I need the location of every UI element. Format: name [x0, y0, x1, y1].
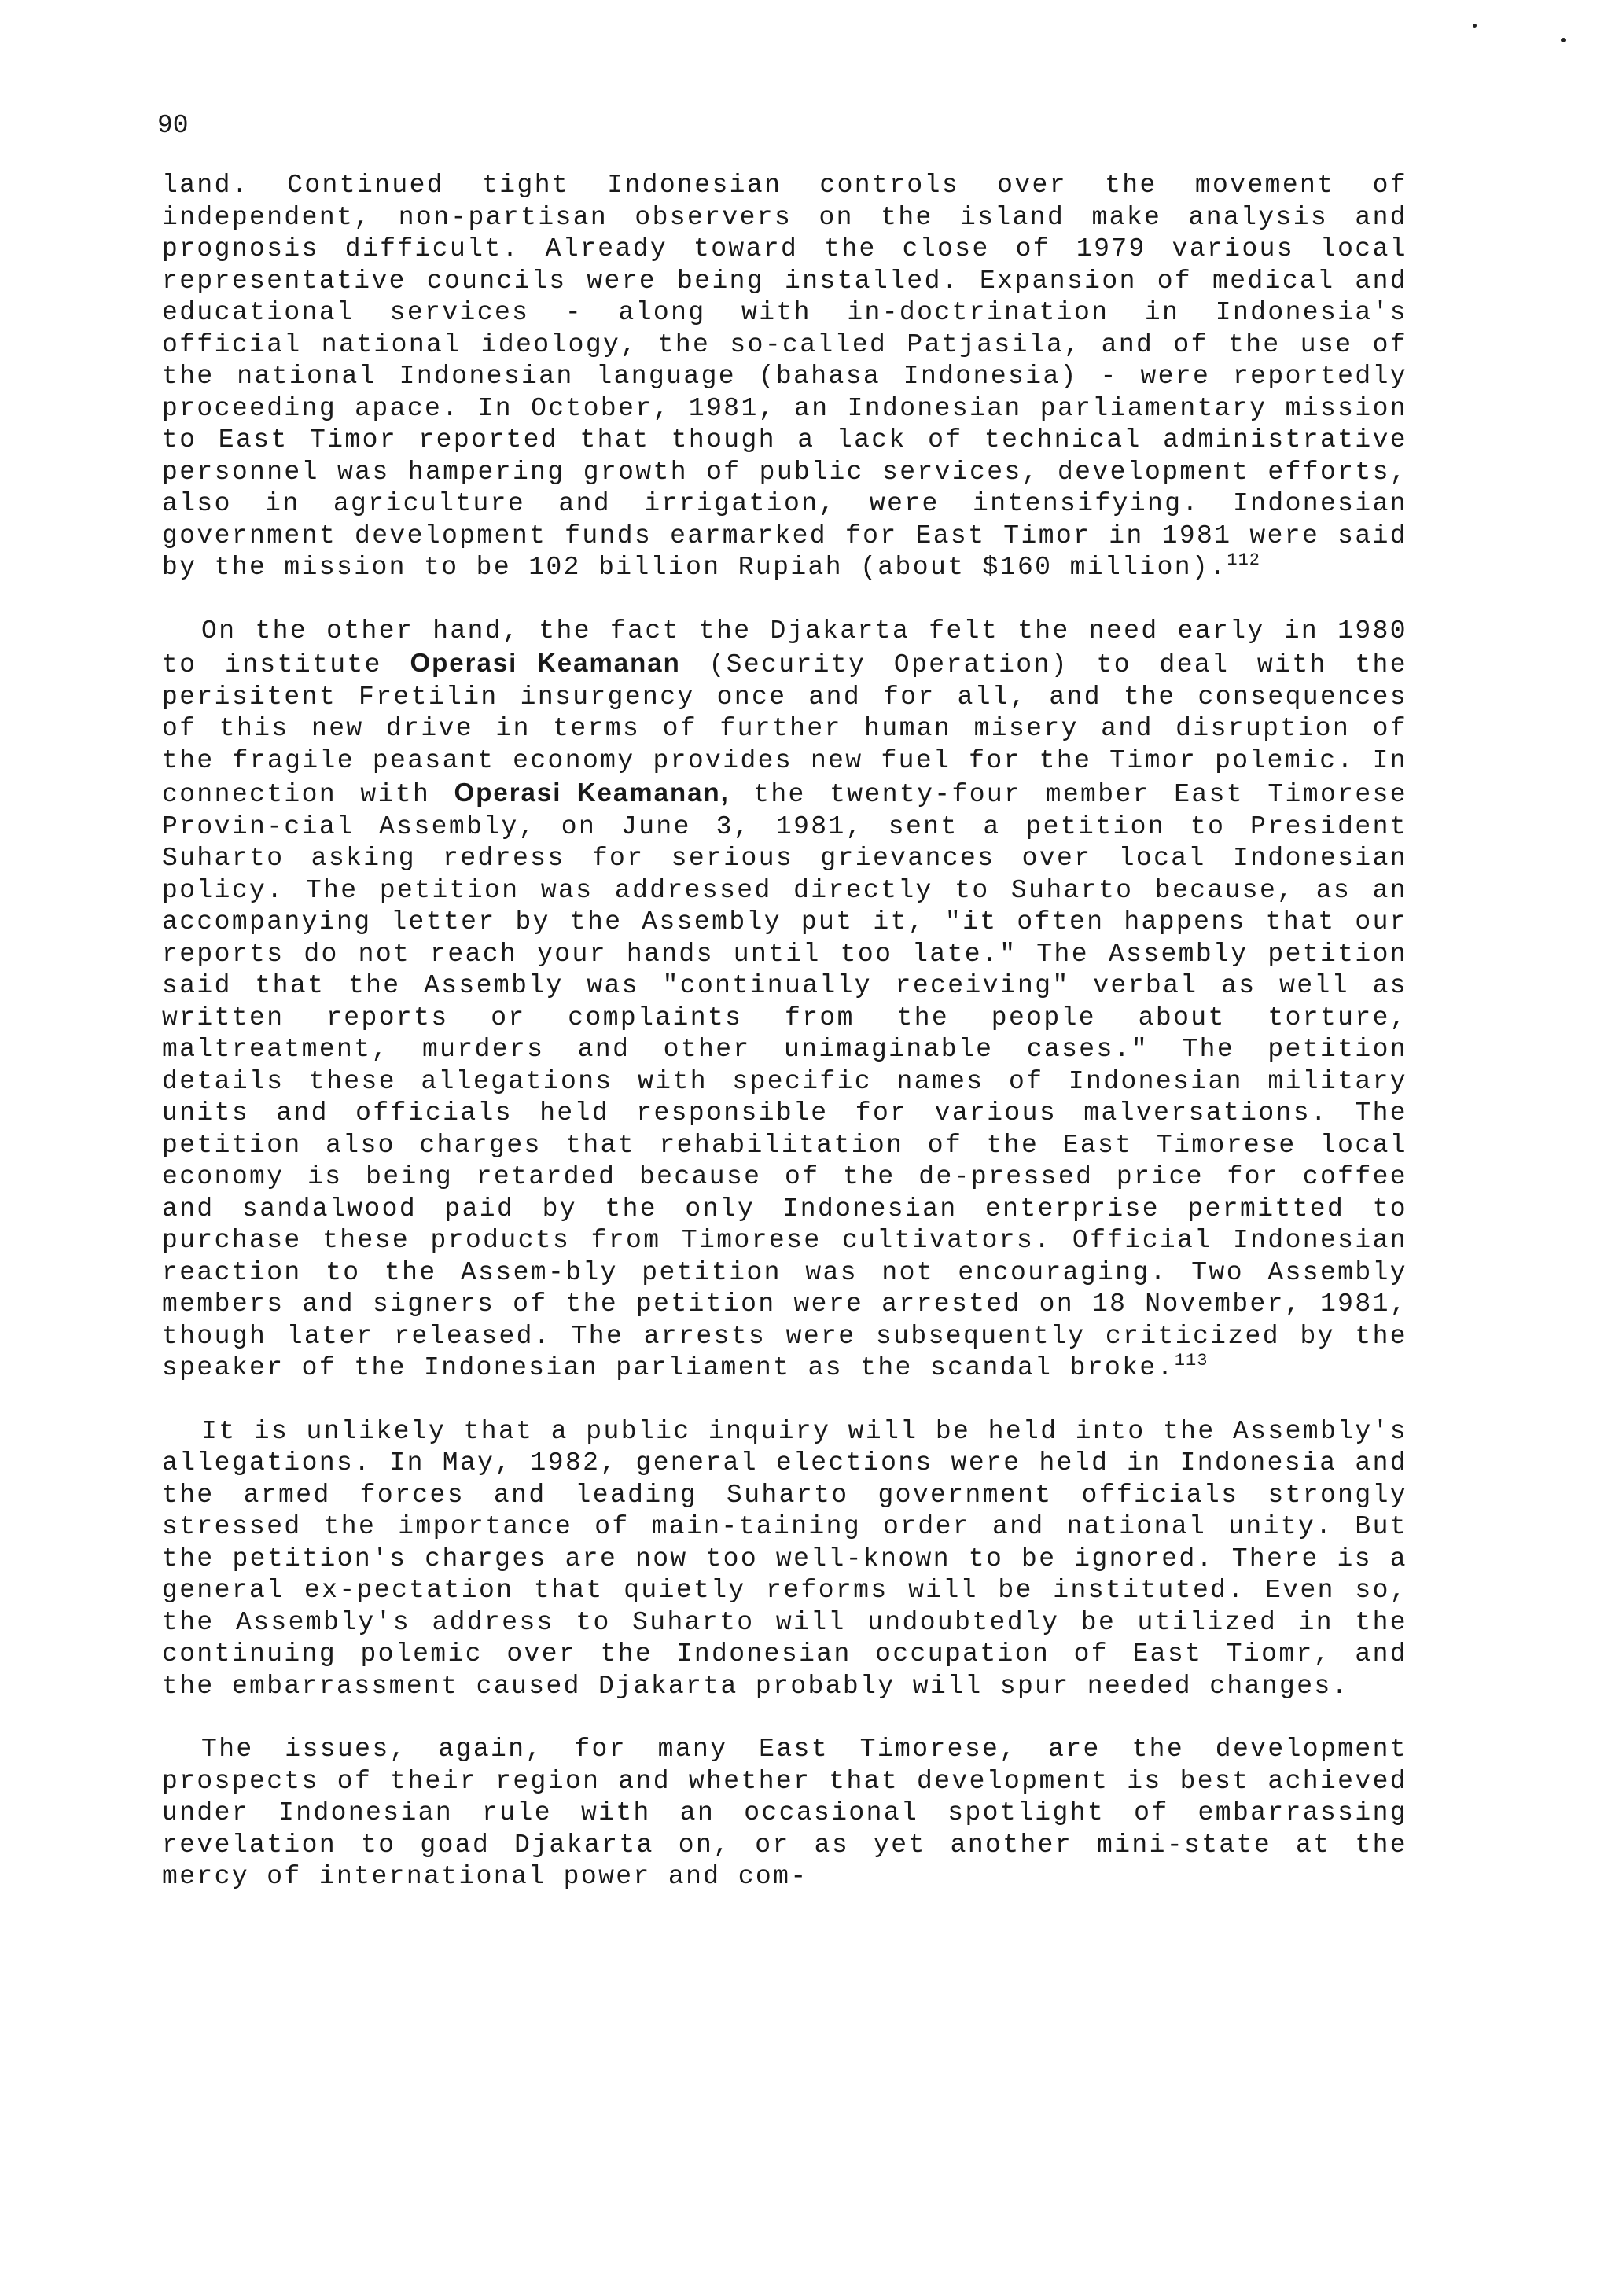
- paragraph-2-text-b: (Security Operation) to deal with the perisitent Fretilin insurgency once and for all, and the consequences of this new drive in terms of further human misery and disruption of the fragile peasant economy provides new fuel for the Timor polemic. In connection with: [162, 650, 1407, 809]
- scan-speck-2: [1561, 38, 1566, 42]
- body-text: [162, 170, 1407, 1925]
- paragraph-2: [162, 616, 1407, 1385]
- paragraph-1: [162, 170, 1407, 584]
- paragraph-3: It is unlikely that a public inquiry will be held into the Assembly's allegations. In May, 1982, general elections were held in Indonesia and the armed forces and leading Suharto government officials strongly stressed the importance of main-taining order and national unity. But the petition's charges are now too well-known to be ignored. There is a general ex-pectation that quietly reforms will be instituted. Even so, the Assembly's address to Suharto will undoubtedly be utilized in the continuing polemic over the Indonesian occupation of East Tiomr, and the embarrassment caused Djakarta probably will spur needed changes.: [162, 1416, 1407, 1701]
- paragraph-2-text-c: the twenty-four member East Timorese Provin-cial Assembly, on June 3, 1981, sent a petition to President Suharto asking redress for serious grievances over local Indonesian policy. The petition was addressed directly to Suharto because, as an accompanying letter by the Assembly put it, "it often happens that our reports do not reach your hands until too late." The Assembly petition said that the Assembly was "continually receiving" verbal as well as written reports or complaints from the people about torture, maltreatment, murders and other unimaginable cases." The petition details these allegations with specific names of Indonesian military units and officials held responsible for various malversations. The petition also charges that rehabilitation of the East Timorese local economy is being retarded because of the de-pressed price for coffee and sandalwood paid by the only Indonesian enterprise permitted to purchase these products from Timorese cultivators. Official Indonesian reaction to the Assem-bly petition was not encouraging. Two Assembly members and signers of the petition were arrested on 18 November, 1981, though later released. The arrests were subsequently criticized by the speaker of the Indonesian parliament as the scandal broke.: [162, 780, 1407, 1382]
- scan-speck: [1473, 24, 1477, 28]
- term-operasi-keamanan-2: Operasi Keamanan,: [454, 778, 730, 807]
- paragraph-2-text-a: On the other hand, the fact the Djakarta felt the need early in 1980 to institute: [162, 616, 1407, 679]
- footnote-ref-113: 113: [1174, 1351, 1209, 1371]
- footnote-ref-112: 112: [1227, 550, 1261, 570]
- paragraph-4: The issues, again, for many East Timorese, are the development prospects of their region and whether that development is best achieved under Indonesian rule with an occasional spotlight of embarrassing revelation to goad Djakarta on, or as yet another mini-state at the mercy of international power and com-: [162, 1735, 1407, 1891]
- page-number: 90: [157, 111, 189, 140]
- term-operasi-keamanan: Operasi Keamanan: [410, 648, 681, 677]
- paragraph-1-text: land. Continued tight Indonesian controls over the movement of independent, non-partisan observers on the island make analysis and prognosis difficult. Already toward the close of 1979 various local representative councils were being installed. Expansion of medical and educational services - along with in-doctrination in Indonesia's official national ideology, the so-called Patjasila, and of the use of the national Indonesian language (bahasa Indonesia) - were reportedly proceeding apace. In October, 1981, an Indonesian parliamentary mission to East Timor reported that though a lack of technical administrative personnel was hampering growth of public services, development efforts, also in agriculture and irrigation, were intensifying. Indonesian government development funds earmarked for East Timor in 1981 were said by the mission to be 102 billion Rupiah (about $160 million).: [162, 171, 1407, 582]
